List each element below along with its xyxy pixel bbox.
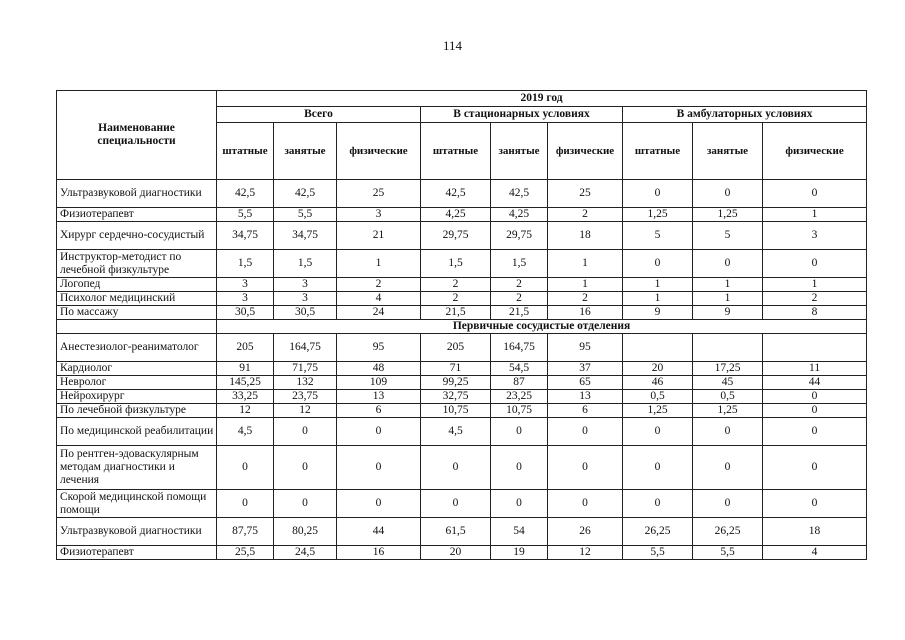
value-cell: 0 [274,418,337,446]
value-cell: 5 [623,222,693,250]
value-cell: 87 [491,376,548,390]
value-cell: 5 [693,222,763,250]
value-cell: 26,25 [693,518,763,546]
value-cell: 54,5 [491,362,548,376]
value-cell: 0 [337,490,421,518]
table-row [57,376,867,390]
table-row [57,490,867,518]
value-cell: 0 [763,180,867,208]
value-cell: 5,5 [693,546,763,560]
specialty-name-cell: По медицинской реабилитации [57,418,217,446]
specialty-name-cell: Инструктор-методист по лечебной физкультуре [57,250,217,278]
value-cell: 4 [337,292,421,306]
value-cell: 26,25 [623,518,693,546]
value-cell: 12 [217,404,274,418]
value-cell: 30,5 [217,306,274,320]
value-cell: 12 [548,546,623,560]
value-cell: 3 [274,278,337,292]
value-cell: 0 [274,490,337,518]
value-cell: 0 [693,250,763,278]
value-cell: 21,5 [491,306,548,320]
value-cell: 71,75 [274,362,337,376]
table-row [57,208,867,222]
value-cell: 1 [548,278,623,292]
table-row [57,250,867,278]
value-cell: 1 [763,208,867,222]
value-cell: 99,25 [421,376,491,390]
value-cell: 3 [763,222,867,250]
value-cell: 5,5 [623,546,693,560]
table-row [57,334,867,362]
value-cell: 0 [693,490,763,518]
value-cell: 164,75 [491,334,548,362]
group-header-outpatient: В амбулаторных условиях [623,107,867,123]
value-cell: 61,5 [421,518,491,546]
value-cell: 0 [693,180,763,208]
value-cell: 3 [274,292,337,306]
value-cell: 2 [548,292,623,306]
value-cell: 0 [763,390,867,404]
value-cell: 1 [623,278,693,292]
value-cell: 0 [548,446,623,490]
value-cell: 1,5 [421,250,491,278]
value-cell: 42,5 [217,180,274,208]
value-cell: 4,25 [421,208,491,222]
value-cell: 54 [491,518,548,546]
value-cell: 16 [548,306,623,320]
subcol-header: занятые [693,123,763,180]
value-cell: 10,75 [491,404,548,418]
value-cell: 12 [274,404,337,418]
value-cell: 109 [337,376,421,390]
group-header-inpatient: В стационарных условиях [421,107,623,123]
value-cell: 33,25 [217,390,274,404]
value-cell: 1,25 [623,208,693,222]
value-cell: 0 [421,490,491,518]
value-cell: 95 [548,334,623,362]
group-header-total: Всего [217,107,421,123]
subcol-header: штатные [623,123,693,180]
value-cell: 0 [217,446,274,490]
value-cell: 23,75 [274,390,337,404]
table-row [57,180,867,208]
value-cell: 18 [763,518,867,546]
value-cell: 1,25 [693,404,763,418]
value-cell: 2 [337,278,421,292]
value-cell: 6 [337,404,421,418]
value-cell: 0 [623,418,693,446]
value-cell: 9 [693,306,763,320]
table-row [57,518,867,546]
value-cell: 4,5 [421,418,491,446]
value-cell: 2 [421,292,491,306]
specialty-name-cell: Кардиолог [57,362,217,376]
value-cell: 2 [763,292,867,306]
value-cell: 205 [217,334,274,362]
value-cell: 0 [491,418,548,446]
value-cell: 95 [337,334,421,362]
subcol-header: физические [763,123,867,180]
value-cell: 65 [548,376,623,390]
value-cell: 87,75 [217,518,274,546]
value-cell: 0 [623,250,693,278]
value-cell: 29,75 [421,222,491,250]
value-cell: 25 [337,180,421,208]
value-cell: 80,25 [274,518,337,546]
table-row [57,362,867,376]
table-row [57,446,867,490]
value-cell: 42,5 [274,180,337,208]
value-cell: 2 [491,292,548,306]
table-row [57,546,867,560]
specialty-name-cell: Скорой медицинской помощи помощи [57,490,217,518]
value-cell: 37 [548,362,623,376]
specialty-name-cell: Невролог [57,376,217,390]
value-cell: 13 [548,390,623,404]
value-cell: 25,5 [217,546,274,560]
specialty-name-cell: Ультразвуковой диагностики [57,180,217,208]
value-cell: 30,5 [274,306,337,320]
value-cell: 9 [623,306,693,320]
value-cell: 44 [337,518,421,546]
value-cell: 132 [274,376,337,390]
table-row [57,222,867,250]
value-cell: 91 [217,362,274,376]
staffing-table [56,90,867,560]
value-cell: 6 [548,404,623,418]
table-row [57,306,867,320]
value-cell: 34,75 [274,222,337,250]
subcol-header: занятые [274,123,337,180]
name-column-header: Наименование специальности [57,91,217,180]
value-cell: 0 [217,490,274,518]
value-cell: 0 [623,180,693,208]
value-cell: 71 [421,362,491,376]
value-cell: 0 [763,404,867,418]
value-cell: 21 [337,222,421,250]
table-row [57,418,867,446]
value-cell: 205 [421,334,491,362]
value-cell: 48 [337,362,421,376]
value-cell: 3 [337,208,421,222]
value-cell: 29,75 [491,222,548,250]
specialty-name-cell: Физиотерапевт [57,208,217,222]
value-cell: 1 [763,278,867,292]
specialty-name-cell: По лечебной физкультуре [57,404,217,418]
value-cell: 4 [763,546,867,560]
table-body [57,180,867,560]
specialty-name-cell: Нейрохирург [57,390,217,404]
value-cell [693,334,763,362]
value-cell: 1,5 [274,250,337,278]
value-cell: 34,75 [217,222,274,250]
value-cell: 11 [763,362,867,376]
value-cell: 0 [548,490,623,518]
value-cell: 23,25 [491,390,548,404]
value-cell: 25 [548,180,623,208]
value-cell: 0 [763,418,867,446]
value-cell: 4,25 [491,208,548,222]
page-number: 114 [442,38,463,53]
value-cell: 42,5 [491,180,548,208]
value-cell: 2 [421,278,491,292]
value-cell: 1 [337,250,421,278]
specialty-name-cell: Анестезиолог-реаниматолог [57,334,217,362]
value-cell: 0,5 [693,390,763,404]
table-row [57,292,867,306]
value-cell: 0 [623,446,693,490]
value-cell: 0 [421,446,491,490]
value-cell: 21,5 [421,306,491,320]
value-cell: 44 [763,376,867,390]
table-row [57,278,867,292]
value-cell: 0 [337,418,421,446]
value-cell: 1 [693,278,763,292]
value-cell: 2 [548,208,623,222]
value-cell: 8 [763,306,867,320]
subcol-header: штатные [217,123,274,180]
value-cell: 17,25 [693,362,763,376]
value-cell: 0 [548,418,623,446]
value-cell: 45 [693,376,763,390]
specialty-name-cell: Логопед [57,278,217,292]
value-cell: 0 [491,446,548,490]
value-cell: 1,25 [693,208,763,222]
value-cell: 0 [337,446,421,490]
value-cell: 5,5 [217,208,274,222]
year-header: 2019 год [217,91,867,107]
value-cell: 1,25 [623,404,693,418]
subcol-header: занятые [491,123,548,180]
value-cell: 19 [491,546,548,560]
value-cell: 0 [763,250,867,278]
value-cell: 13 [337,390,421,404]
value-cell: 1,5 [217,250,274,278]
value-cell: 20 [623,362,693,376]
table-row [57,404,867,418]
subcol-header: штатные [421,123,491,180]
value-cell: 0 [693,446,763,490]
value-cell: 4,5 [217,418,274,446]
value-cell: 2 [491,278,548,292]
value-cell: 0 [274,446,337,490]
value-cell [763,334,867,362]
subcol-header: физические [337,123,421,180]
value-cell: 1 [623,292,693,306]
subcol-header: физические [548,123,623,180]
value-cell: 1,5 [491,250,548,278]
value-cell: 16 [337,546,421,560]
value-cell: 3 [217,292,274,306]
section-row [57,320,867,334]
value-cell: 0 [763,490,867,518]
value-cell: 145,25 [217,376,274,390]
value-cell: 26 [548,518,623,546]
value-cell: 20 [421,546,491,560]
value-cell [623,334,693,362]
value-cell: 42,5 [421,180,491,208]
value-cell: 164,75 [274,334,337,362]
value-cell: 0 [763,446,867,490]
value-cell: 10,75 [421,404,491,418]
specialty-name-cell: Хирург сердечно-сосудистый [57,222,217,250]
value-cell: 32,75 [421,390,491,404]
value-cell: 1 [548,250,623,278]
value-cell: 24 [337,306,421,320]
value-cell: 0 [623,490,693,518]
value-cell: 24,5 [274,546,337,560]
value-cell: 46 [623,376,693,390]
value-cell: 0 [693,418,763,446]
value-cell: 1 [693,292,763,306]
specialty-name-cell: Психолог медицинский [57,292,217,306]
value-cell: 0,5 [623,390,693,404]
value-cell: 3 [217,278,274,292]
specialty-name-cell: По рентген-эдоваскулярным методам диагностики и лечения [57,446,217,490]
specialty-name-cell: Физиотерапевт [57,546,217,560]
table-row [57,390,867,404]
section-title: Первичные сосудистые отделения [217,320,867,334]
value-cell: 5,5 [274,208,337,222]
value-cell: 0 [491,490,548,518]
specialty-name-cell: Ультразвуковой диагностики [57,518,217,546]
specialty-name-cell: По массажу [57,306,217,320]
section-name-cell [57,320,217,334]
value-cell: 18 [548,222,623,250]
